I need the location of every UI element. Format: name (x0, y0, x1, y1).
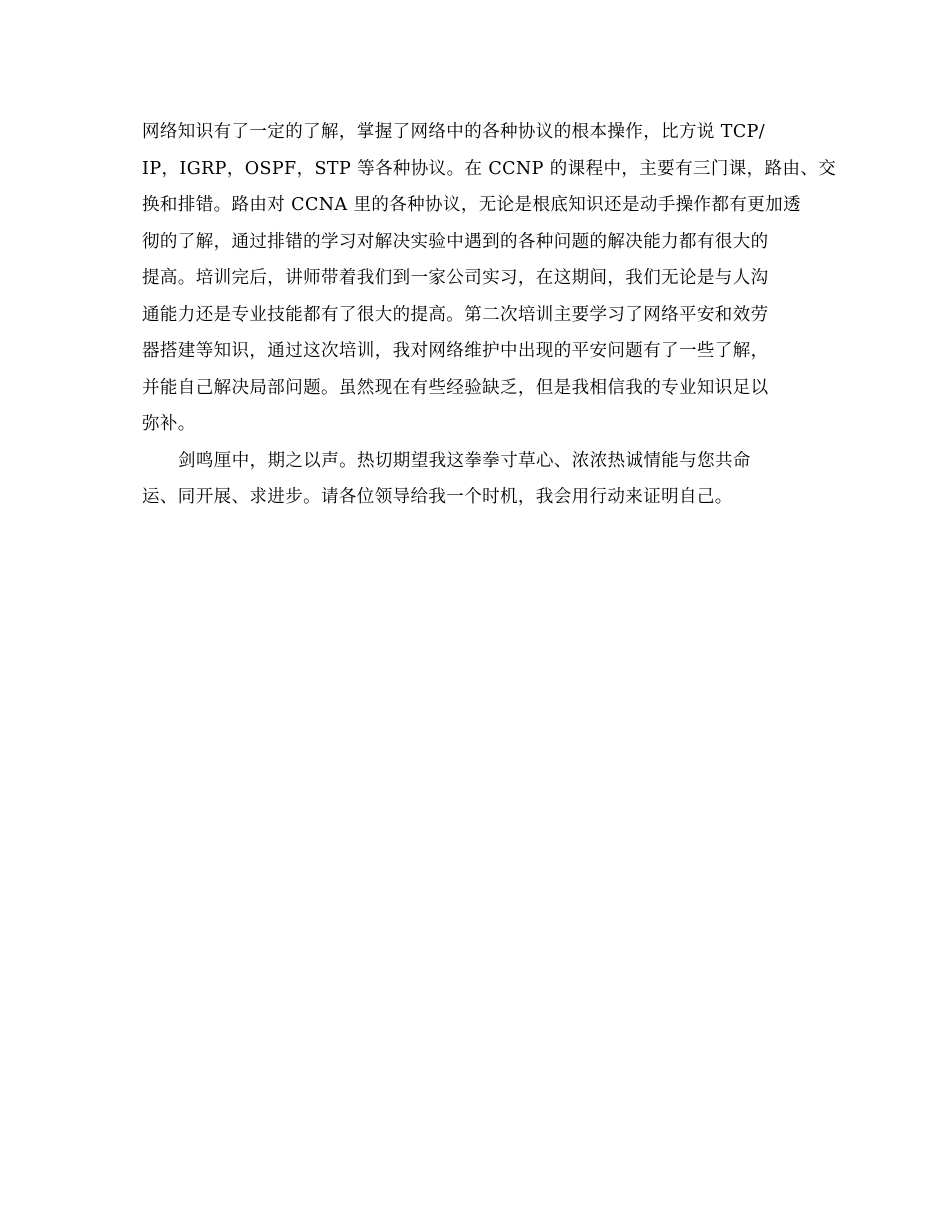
paragraph-2 (142, 443, 822, 516)
text-line: 并能自己解决局部问题。虽然现在有些经验缺乏，但是我相信我的专业知识足以 (142, 377, 769, 398)
paragraph-1 (142, 114, 837, 443)
text-line: 网络知识有了一定的了解，掌握了网络中的各种协议的根本操作，比方说 TCP/ (142, 122, 766, 142)
text-line: 器搭建等知识，通过这次培训，我对网络维护中出现的平安问题有了一些了解， (142, 341, 769, 361)
text-line: IP，IGRP，OSPF，STP 等各种协议。在 CCNP 的课程中，主要有三门课，路由、交 (142, 158, 837, 179)
text-line: 提高。培训完后，讲师带着我们到一家公司实习，在这期间，我们无论是与人沟 (142, 268, 769, 288)
text-line: 运、同开展、求进步。请各位领导给我一个时机，我会用行动来证明自己。 (142, 487, 733, 507)
text-line: 换和排错。路由对 CCNA 里的各种协议，无论是根底知识还是动手操作都有更加透 (142, 195, 801, 215)
document-body (142, 114, 837, 516)
text-line: 通能力还是专业技能都有了很大的提高。第二次培训主要学习了网络平安和效劳 (142, 304, 769, 325)
text-line: 弥补。 (142, 414, 196, 434)
text-line: 彻的了解，通过排错的学习对解决实验中遇到的各种问题的解决能力都有很大的 (142, 231, 769, 252)
text-line: 剑鸣厘中，期之以声。热切期望我这拳拳寸草心、浓浓热诚情能与您共命 (178, 450, 751, 471)
